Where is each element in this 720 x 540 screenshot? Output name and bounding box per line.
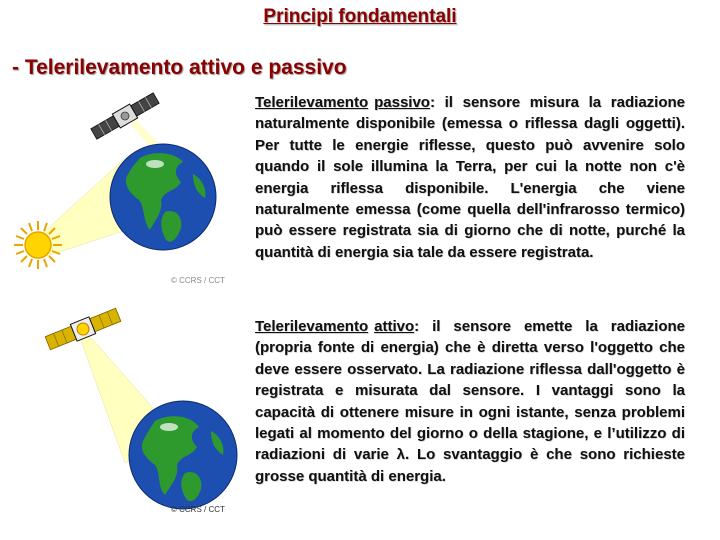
passive-sensing-paragraph [255,92,685,263]
active-sensing-figure [5,305,250,520]
passive-term: Telerilevamento passivo [255,94,430,111]
active-term: Telerilevamento attivo [255,318,415,335]
image-credit: © CCRS / CCT [171,505,225,514]
earth-globe-icon [129,401,237,509]
satellite-icon [90,91,160,141]
passive-sensing-figure [5,90,250,295]
section-subtitle: - Telerilevamento attivo e passivo [12,56,347,79]
active-sensing-paragraph [255,316,685,487]
earth-globe-icon [110,144,216,250]
page-title: Principi fondamentali [263,6,457,27]
image-credit: © CCRS / CCT [171,276,225,285]
sun-icon [14,221,62,269]
active-description: : il sensore emette la radiazione (propria fonte di energia) che è diretta verso l'oggetto che deve essere osservato. La radiazione riflessa dall'oggetto è registrata e misurata dal sensore. I vantaggi sono la capacità di ottenere misure in ogni istante, senza problemi legati al momento del giorno o della stagione, e l’utilizzo di radiazioni di varie λ. Lo svantaggio è che sono richieste grosse quantità di energia. [255,318,685,485]
passive-description: : il sensore misura la radiazione naturalmente disponibile (emessa o riflessa dagli oggetti). Per tutte le energie riflesse, questo può avvenire solo quando il sole illumina la Terra, per cui la notte non c'è energia riflessa disponibile. L'energia che viene naturalmente emessa (come quella dell'infrarosso termico) può essere registrata sia di giorno che di notte, purché la quantità di energia sia tale da essere registrata. [255,94,685,261]
